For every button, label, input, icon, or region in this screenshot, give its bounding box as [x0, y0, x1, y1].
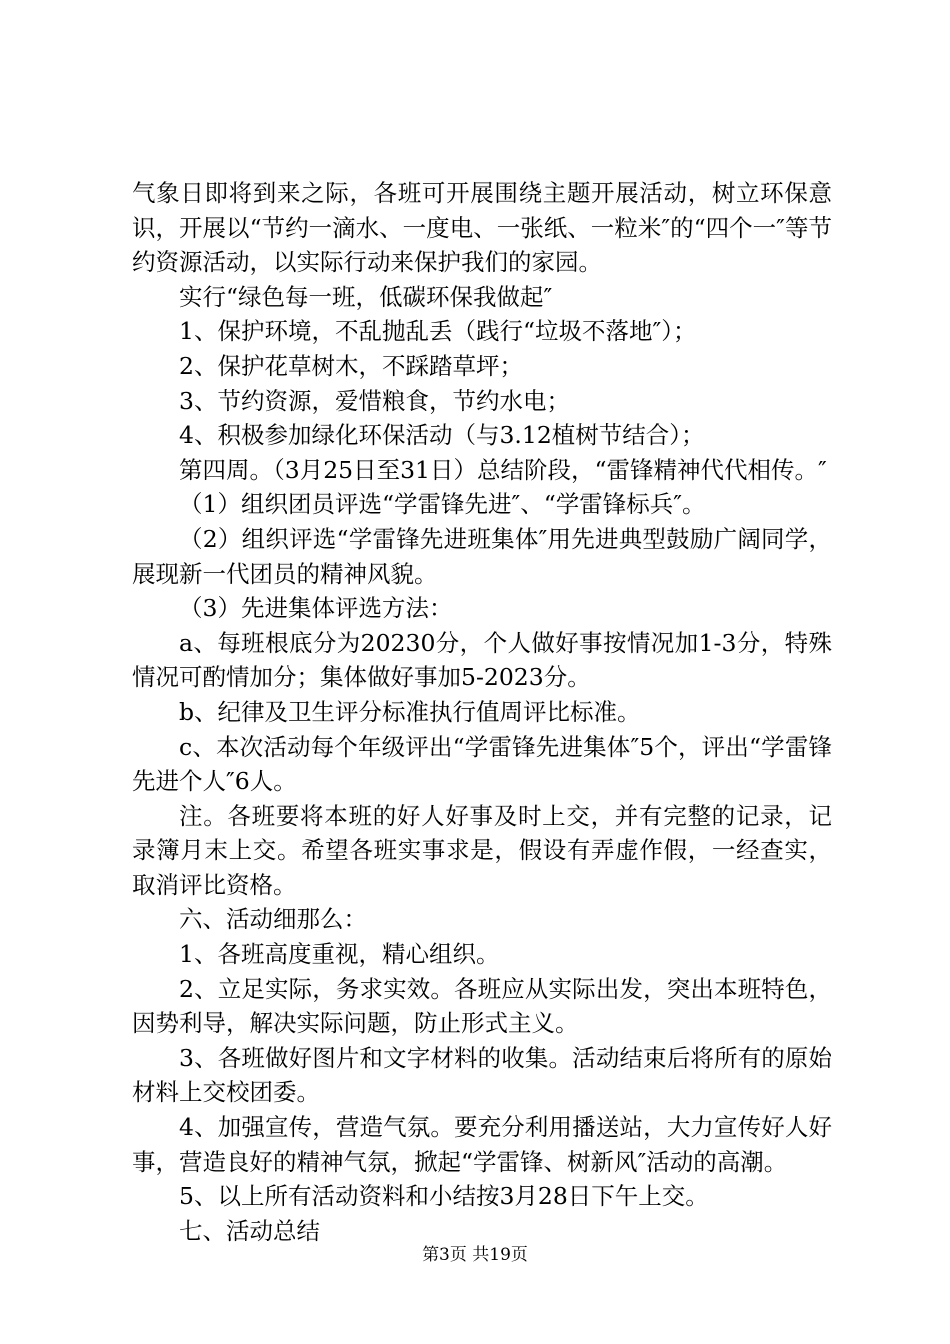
list-item: a、每班根底分为20230分，个人做好事按情况加1-3分，特殊情况可酌情加分；集体做好事加5-2023分。: [132, 628, 832, 692]
list-item: 1、保护环境，不乱抛乱丢（践行“垃圾不落地″）；: [179, 317, 697, 346]
paragraph-week-four: 第四周。（3月25日至31日）总结阶段，“雷锋精神代代相传。″: [179, 455, 827, 484]
list-item: 2、保护花草树木，不踩踏草坪；: [179, 351, 523, 380]
list-item: 3、节约资源，爱惜粮食，节约水电；: [179, 386, 570, 415]
section-heading-summary: 七、活动总结: [179, 1216, 320, 1245]
list-item: 5、以上所有活动资料和小结按3月28日下午上交。: [179, 1182, 709, 1211]
list-item: （2）组织评选“学雷锋先进班集体″用先进典型鼓励广阔同学，展现新一代团员的精神风貌。: [132, 524, 832, 588]
list-item: 3、各班做好图片和文字材料的收集。活动结束后将所有的原始材料上交校团委。: [132, 1043, 832, 1107]
list-item: c、本次活动每个年级评出“学雷锋先进集体″5个，评出“学雷锋先进个人″6人。: [132, 732, 832, 796]
list-item: 4、加强宣传，营造气氛。要充分利用播送站，大力宣传好人好事，营造良好的精神气氛，掀起“学雷锋、树新风″活动的高潮。: [132, 1113, 832, 1176]
paragraph-intro-continued: 气象日即将到来之际，各班可开展围绕主题开展活动，树立环保意识，开展以“节约一滴水、一度电、一张纸、一粒米″的“四个一″等节约资源活动，以实际行动来保护我们的家园。: [132, 179, 832, 277]
paragraph-note: 注。各班要将本班的好人好事及时上交，并有完整的记录，记录簿月末上交。希望各班实事求是，假设有弄虚作假，一经查实，取消评比资格。: [132, 801, 832, 899]
list-item: b、纪律及卫生评分标准执行值周评比标准。: [179, 697, 641, 726]
list-item: （1）组织团员评选“学雷锋先进″、“学雷锋标兵″。: [179, 490, 706, 519]
page-number-footer: 第3页 共19页: [422, 1245, 528, 1265]
paragraph-green-class: 实行“绿色每一班，低碳环保我做起″: [179, 282, 553, 311]
section-heading-rules: 六、活动细那么：: [179, 905, 367, 934]
list-item: （3）先进集体评选方法：: [179, 594, 453, 623]
document-body: [132, 176, 832, 1248]
list-item: 4、积极参加绿化环保活动（与3.12植树节结合）；: [179, 421, 705, 450]
list-item: 2、立足实际，务求实效。各班应从实际出发，突出本班特色，因势利导，解决实际问题，防止形式主义。: [132, 974, 832, 1038]
list-item: 1、各班高度重视，精心组织。: [179, 940, 500, 969]
